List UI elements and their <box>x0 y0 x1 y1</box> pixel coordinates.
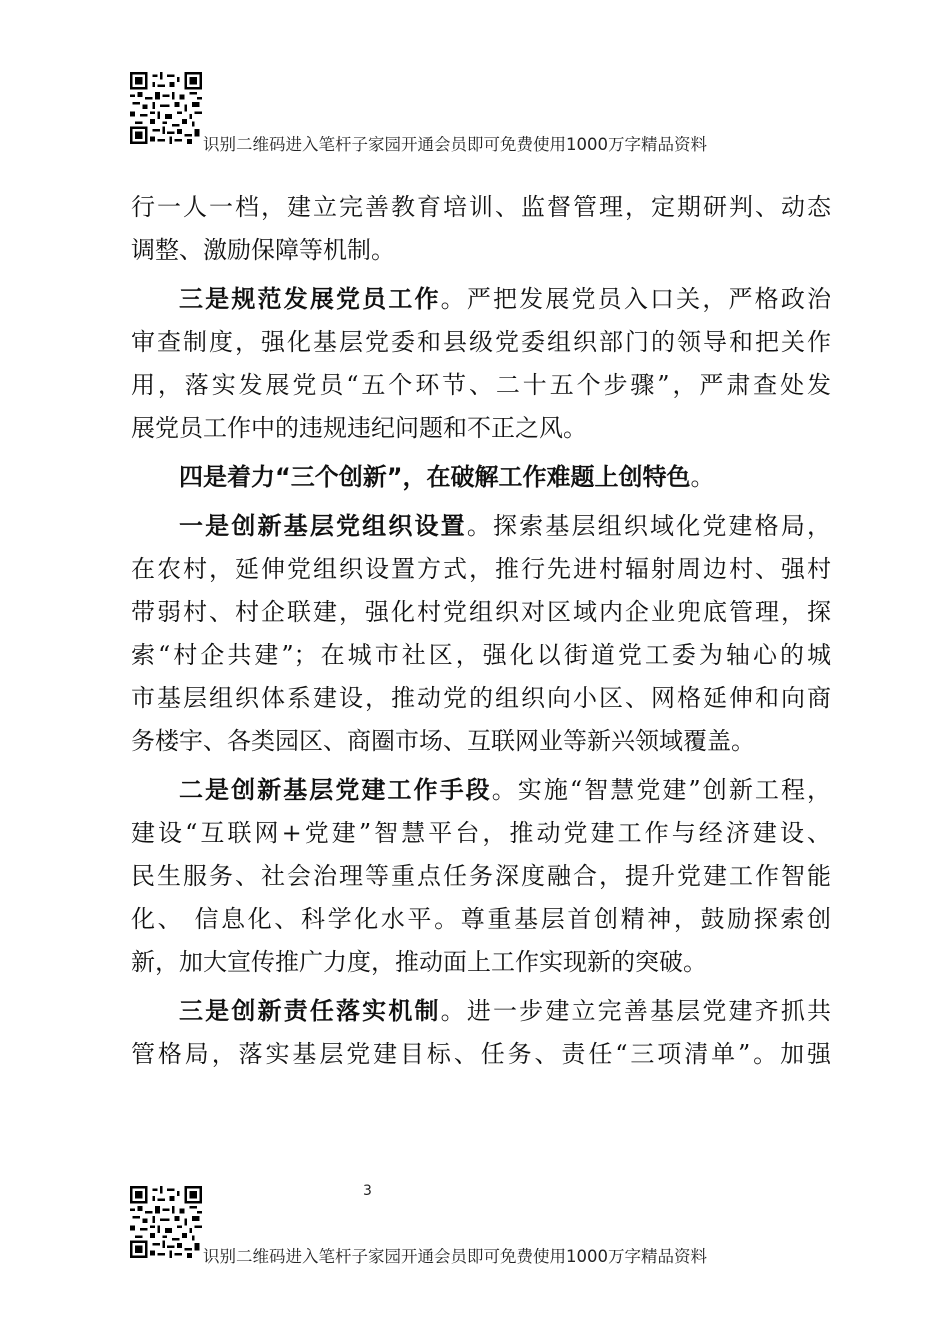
paragraph-2 <box>131 278 831 450</box>
paragraph-heading: 二是创新基层党建工作手段 <box>179 776 492 804</box>
paragraph-1 <box>131 186 831 272</box>
text-line: 二是创新基层党建工作手段。实施“智慧党建”创新工程， <box>179 776 831 804</box>
paragraph-4 <box>131 505 831 763</box>
text-line: 在农村，延伸党组织设置方式，推行先进村辐射周边村、强村 <box>131 555 831 583</box>
section-heading: 四是着力“三个创新”，在破解工作难题上创特色 <box>179 463 691 491</box>
text-line: 一是创新基层党组织设置。探索基层组织域化党建格局， <box>179 512 832 540</box>
paragraph-heading: 一是创新基层党组织设置 <box>179 512 467 540</box>
text-line: 用，落实发展党员“五个环节、二十五个步骤”，严肃查处发 <box>131 371 831 399</box>
text-line: 民生服务、社会治理等重点任务深度融合，提升党建工作智能 <box>131 862 831 890</box>
qr-code-icon[interactable] <box>130 1186 202 1258</box>
text-line: 管格局，落实基层党建目标、任务、责任“三项清单”。加强 <box>131 1040 831 1068</box>
text-line: 审查制度，强化基层党委和县级党委组织部门的领导和把关作 <box>131 328 831 356</box>
text-line: 三是规范发展党员工作。严把发展党员入口关，严格政治 <box>179 285 832 313</box>
text-line: 化、 信息化、科学化水平。尊重基层首创精神，鼓励探索创 <box>131 905 831 933</box>
paragraph-6 <box>131 990 831 1076</box>
paragraph-heading: 三是规范发展党员工作 <box>179 285 441 313</box>
text-line: 带弱村、村企联建，强化村党组织对区域内企业兜底管理，探 <box>131 598 831 626</box>
text-line: 调整、激励保障等机制。 <box>131 236 395 264</box>
paragraph-3 <box>131 456 831 499</box>
text-line: 建设“互联网+党建”智慧平台，推动党建工作与经济建设、 <box>131 819 831 847</box>
qr-code-icon[interactable] <box>130 72 202 144</box>
text-line: 市基层组织体系建设，推动党的组织向小区、网格延伸和向商 <box>131 684 831 712</box>
text-line: 新，加大宣传推广力度，推动面上工作实现新的突破。 <box>131 948 707 976</box>
paragraph-5 <box>131 769 831 984</box>
text-line: 索“村企共建”；在城市社区，强化以街道党工委为轴心的城 <box>131 641 831 669</box>
footer-banner: 识别二维码进入笔杆子家园开通会员即可免费使用1000万字精品资料 <box>203 1247 707 1266</box>
page-number: 3 <box>363 1183 372 1199</box>
text-line: 三是创新责任落实机制。进一步建立完善基层党建齐抓共 <box>179 997 832 1025</box>
text-line: 展党员工作中的违规违纪问题和不正之风。 <box>131 414 587 442</box>
header-banner: 识别二维码进入笔杆子家园开通会员即可免费使用1000万字精品资料 <box>203 135 707 154</box>
document-body <box>131 186 831 1082</box>
paragraph-heading: 三是创新责任落实机制 <box>179 997 441 1025</box>
text-line: 行一人一档，建立完善教育培训、监督管理，定期研判、动态 <box>131 193 831 221</box>
text-line: 务楼宇、各类园区、商圈市场、互联网业等新兴领域覆盖。 <box>131 727 755 755</box>
text-line: 四是着力“三个创新”，在破解工作难题上创特色。 <box>179 463 715 491</box>
